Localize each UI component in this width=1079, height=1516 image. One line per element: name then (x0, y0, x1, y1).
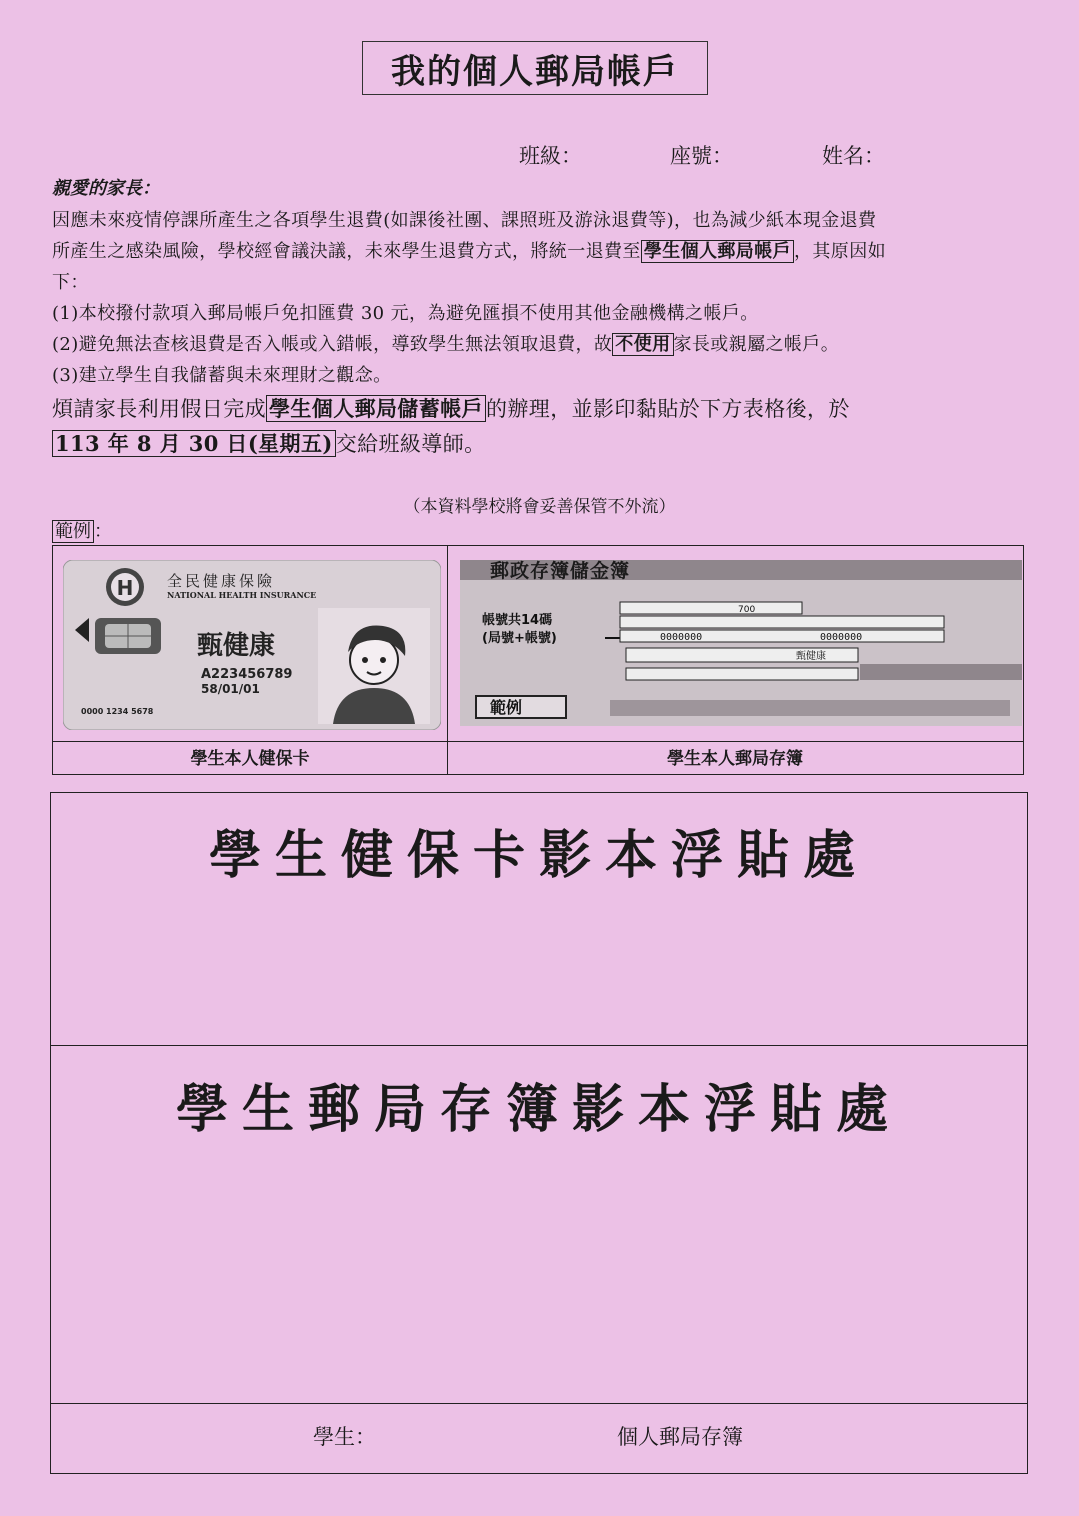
paragraph-line-1: 因應未來疫情停課所產生之各項學生退費(如課後社團、課照班及游泳退費等)，也為減少紙本現金退費 (52, 210, 877, 231)
request-line-1 (52, 393, 850, 423)
class-field-label: 班級： (519, 144, 582, 168)
boxed-not-use: 不使用 (612, 333, 673, 356)
card-number: 0000 1234 5678 (81, 707, 154, 716)
request-tail: 的辦理，並影印黏貼於下方表格後，於 (486, 397, 850, 421)
reason-2-tail: 家長或親屬之帳戶。 (673, 334, 840, 355)
name-field-label: 姓名： (822, 144, 885, 168)
caption-passbook: 學生本人郵局存簿 (667, 749, 803, 769)
health-insurance-logo-icon (106, 568, 144, 606)
passbook-sample-tag: 範例 (490, 698, 523, 717)
seat-field-label: 座號： (670, 144, 733, 168)
reason-3: (3)建立學生自我儲蓄與未來理財之觀念。 (52, 365, 392, 386)
request-line-2 (52, 428, 486, 458)
paste-divider-1 (51, 1045, 1027, 1046)
card-id-number: A223456789 (201, 667, 293, 682)
paragraph-line-2 (52, 237, 886, 263)
paste-divider-2 (51, 1403, 1027, 1404)
example-label-colon: ： (94, 521, 112, 542)
card-holder-name: 甄健康 (197, 631, 276, 661)
card-header: 全民健康保險 (167, 572, 276, 590)
reason-2-text: (2)避免無法查核退費是否入帳或入錯帳，導致學生無法領取退費，故 (52, 334, 613, 355)
greeting: 親愛的家長： (52, 178, 160, 199)
paste-area-passbook-title: 學生郵局存簿影本浮貼處 (175, 1079, 902, 1140)
account-digits-note: 帳號共14碼 (482, 613, 553, 628)
account-type-code: 700 (738, 605, 756, 615)
deadline-date: 113 年 8 月 30 日(星期五) (52, 430, 336, 457)
boxed-savings-account: 學生個人郵局儲蓄帳戶 (266, 395, 486, 422)
example-label-boxed: 範例 (52, 520, 94, 543)
svg-text:0000000: 0000000 (820, 632, 863, 643)
card-header-en: NATIONAL HEALTH INSURANCE (167, 590, 317, 600)
example-divider-horizontal (53, 741, 1023, 742)
passbook-sample (460, 560, 1022, 726)
boxed-post-account: 學生個人郵局帳戶 (641, 240, 794, 263)
caption-health-card: 學生本人健保卡 (190, 749, 310, 769)
paste-area-health-card-title: 學生健保卡影本浮貼處 (208, 825, 869, 886)
example-table (52, 545, 1024, 775)
svg-text:H: H (116, 576, 134, 600)
page-title: 我的個人郵局帳戶 (362, 41, 708, 95)
health-card-sample (63, 560, 441, 730)
card-birth-date: 58/01/01 (201, 682, 260, 696)
request-text: 煩請家長利用假日完成 (52, 397, 266, 421)
svg-text:0000000: 0000000 (660, 632, 703, 643)
account-format-note: (局號+帳號) (482, 631, 557, 646)
passbook-owner: 甄健康 (796, 651, 826, 662)
card-photo-avatar (318, 608, 430, 724)
deadline-tail: 交給班級導師。 (335, 432, 486, 456)
confidential-note: （本資料學校將會妥善保管不外流） (403, 497, 676, 517)
paragraph-line-2-tail: ，其原因如 (794, 241, 886, 262)
footer-student-label: 學生： (313, 1425, 376, 1449)
reason-1: (1)本校撥付款項入郵局帳戶免扣匯費 30 元，為避免匯損不使用其他金融機構之帳戶。 (52, 303, 759, 324)
example-label (52, 517, 112, 543)
example-divider-vertical (447, 546, 448, 774)
reason-2 (52, 330, 839, 356)
paste-table (50, 792, 1028, 1474)
paragraph-line-2-text: 所產生之感染風險，學校經會議決議，未來學生退費方式，將統一退費至 (52, 241, 641, 262)
footer-passbook-label: 個人郵局存簿 (617, 1425, 743, 1449)
paragraph-line-3: 下： (52, 272, 89, 293)
passbook-banner: 郵政存簿儲金簿 (490, 560, 631, 582)
